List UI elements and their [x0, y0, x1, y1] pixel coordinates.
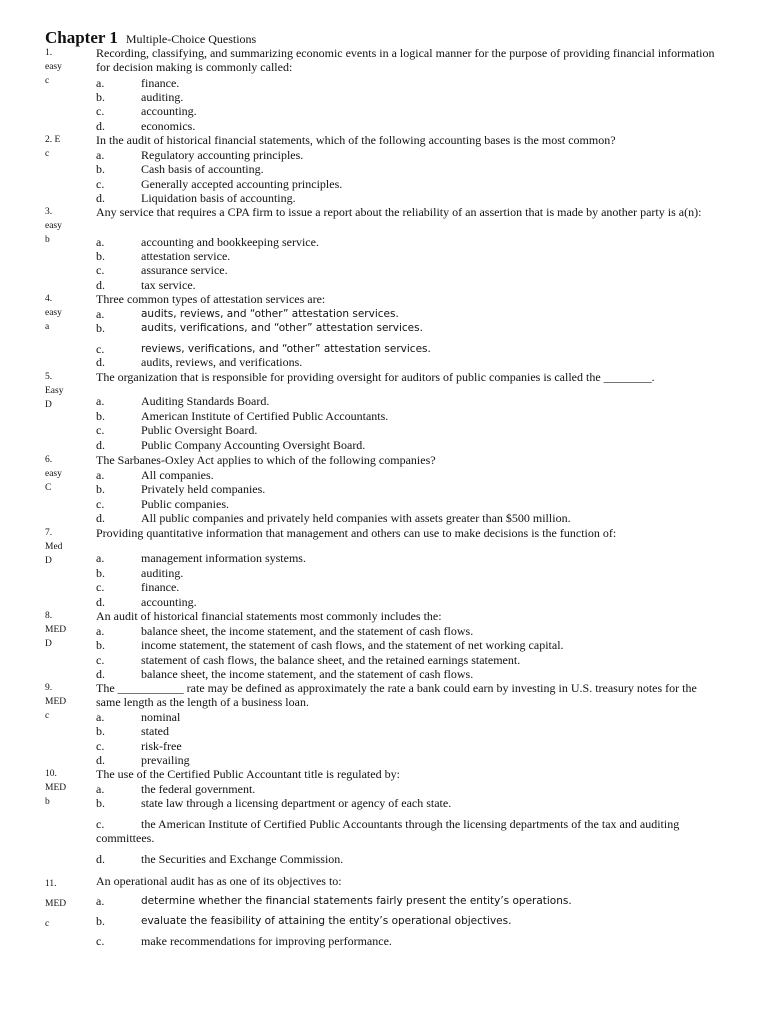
answer-option	[96, 278, 736, 292]
question-stem: Providing quantitative information that management and others can use to make decisions is the function of:	[96, 526, 617, 540]
option-text: evaluate the feasibility of attaining the entity’s operational objectives.	[141, 915, 512, 927]
option-letter: c.	[96, 934, 105, 948]
question-meta	[45, 874, 93, 934]
option-text: finance.	[141, 76, 180, 90]
option-text: risk-free	[141, 739, 182, 753]
option-text: management information systems.	[141, 551, 306, 565]
option-letter: c.	[96, 497, 105, 511]
answer-option	[96, 423, 736, 437]
option-letter: d.	[96, 595, 105, 609]
question-stem: Three common types of attestation services are:	[96, 292, 326, 306]
option-text: Generally accepted accounting principles.	[141, 177, 343, 191]
answer-key: c	[45, 919, 50, 929]
answer-option	[96, 438, 736, 452]
question-number: 4.	[45, 294, 53, 304]
option-text: Cash basis of accounting.	[141, 162, 264, 176]
question-meta	[45, 526, 93, 568]
question-number: 7.	[45, 528, 53, 538]
option-letter: a.	[96, 624, 105, 638]
question-stem: The use of the Certified Public Accountant title is regulated by:	[96, 767, 400, 781]
answer-key: D	[45, 556, 52, 566]
option-text: Regulatory accounting principles.	[141, 148, 304, 162]
question-stem: Recording, classifying, and summarizing economic events in a logical manner for the purpose of providing financial information for decision making is commonly called:	[96, 46, 715, 75]
difficulty-level: easy	[45, 62, 62, 72]
option-text: prevailing	[141, 753, 190, 767]
option-letter: d.	[96, 191, 105, 205]
option-letter: d.	[96, 119, 105, 133]
option-text: accounting.	[141, 104, 197, 118]
question-meta	[45, 133, 93, 161]
option-text: audits, reviews, and verifications.	[141, 355, 303, 369]
option-letter: a.	[96, 551, 105, 565]
answer-option	[96, 551, 736, 565]
question-number: 11.	[45, 879, 57, 889]
answer-option	[96, 497, 736, 511]
difficulty-level: easy	[45, 308, 62, 318]
option-letter: c.	[96, 342, 105, 356]
option-letter: b.	[96, 162, 105, 176]
answer-option	[96, 710, 736, 724]
option-letter: b.	[96, 321, 105, 335]
option-letter: c.	[96, 580, 105, 594]
answer-option	[96, 162, 736, 176]
answer-key: c	[45, 149, 50, 159]
answer-option	[96, 724, 736, 738]
answer-option	[96, 653, 736, 667]
option-text: Public Company Accounting Oversight Board.	[141, 438, 366, 452]
option-text: income statement, the statement of cash flows, and the statement of net working capital.	[141, 638, 564, 652]
answer-option	[96, 817, 736, 846]
question-meta	[45, 453, 93, 495]
answer-key: C	[45, 483, 52, 493]
option-letter: a.	[96, 782, 105, 796]
chapter-subtitle: Multiple-Choice Questions	[125, 32, 257, 46]
answer-option	[96, 739, 736, 753]
option-text: accounting.	[141, 595, 197, 609]
answer-option	[96, 511, 736, 525]
option-text: attestation service.	[141, 249, 231, 263]
question-stem: In the audit of historical financial statements, which of the following accounting bases is the most common?	[96, 133, 616, 147]
question-number: 10.	[45, 769, 57, 779]
answer-option	[96, 753, 736, 767]
answer-option	[96, 321, 736, 335]
option-text: the Securities and Exchange Commission.	[141, 852, 344, 866]
answer-key: c	[45, 76, 50, 86]
option-letter: b.	[96, 724, 105, 738]
option-text: reviews, verifications, and “other” attestation services.	[141, 343, 431, 355]
question-number: 2. E	[45, 135, 61, 145]
answer-option	[96, 394, 736, 408]
option-letter: b.	[96, 409, 105, 423]
answer-option	[96, 119, 736, 133]
answer-option	[96, 307, 736, 321]
difficulty-level: MED	[45, 899, 67, 909]
answer-option	[96, 914, 736, 928]
option-text: stated	[141, 724, 169, 738]
question-number: 1.	[45, 48, 53, 58]
option-text: auditing.	[141, 566, 184, 580]
question-stem: The Sarbanes-Oxley Act applies to which of the following companies?	[96, 453, 436, 467]
option-letter: a.	[96, 394, 105, 408]
difficulty-level: MED	[45, 697, 67, 707]
option-text: the federal government.	[141, 782, 256, 796]
question-stem: An audit of historical financial statements most commonly includes the:	[96, 609, 442, 623]
option-letter: a.	[96, 894, 105, 908]
question-meta	[45, 292, 93, 334]
option-letter: c.	[96, 423, 105, 437]
option-text: auditing.	[141, 90, 184, 104]
answer-option	[96, 249, 736, 263]
answer-key: b	[45, 235, 50, 245]
option-letter: b.	[96, 638, 105, 652]
option-text: balance sheet, the income statement, and the statement of cash flows.	[141, 624, 474, 638]
question-stem: The organization that is responsible for providing oversight for auditors of public companies is called the ________.	[96, 370, 655, 384]
option-letter: a.	[96, 468, 105, 482]
option-text: Privately held companies.	[141, 482, 266, 496]
option-letter: d.	[96, 852, 105, 866]
option-letter: a.	[96, 148, 105, 162]
option-text: Liquidation basis of accounting.	[141, 191, 296, 205]
option-letter: b.	[96, 90, 105, 104]
option-letter: a.	[96, 235, 105, 249]
answer-option	[96, 782, 736, 796]
option-text: finance.	[141, 580, 180, 594]
answer-option	[96, 566, 736, 580]
option-text: make recommendations for improving performance.	[141, 934, 392, 948]
option-text: audits, verifications, and “other” attestation services.	[141, 322, 423, 334]
option-letter: b.	[96, 249, 105, 263]
answer-option	[96, 409, 736, 423]
answer-key: b	[45, 797, 50, 807]
question-meta	[45, 370, 93, 412]
question-number: 8.	[45, 611, 53, 621]
option-letter: c.	[96, 263, 105, 277]
option-text: Public Oversight Board.	[141, 423, 258, 437]
answer-option	[96, 482, 736, 496]
page-title	[45, 28, 256, 48]
option-letter: a.	[96, 307, 105, 321]
option-text: balance sheet, the income statement, and the statement of cash flows.	[141, 667, 474, 681]
option-letter: d.	[96, 667, 105, 681]
option-text: tax service.	[141, 278, 196, 292]
difficulty-level: MED	[45, 625, 67, 635]
difficulty-level: MED	[45, 783, 67, 793]
question-number: 5.	[45, 372, 53, 382]
answer-option	[96, 177, 736, 191]
option-text: assurance service.	[141, 263, 228, 277]
option-letter: d.	[96, 511, 105, 525]
answer-option	[96, 796, 736, 810]
option-text: All companies.	[141, 468, 214, 482]
answer-option	[96, 667, 736, 681]
answer-option	[96, 468, 736, 482]
option-letter: d.	[96, 753, 105, 767]
option-letter: a.	[96, 76, 105, 90]
option-letter: b.	[96, 914, 105, 928]
question-meta	[45, 205, 93, 247]
answer-option	[96, 595, 736, 609]
answer-option	[96, 104, 736, 118]
option-letter: d.	[96, 355, 105, 369]
option-text: Auditing Standards Board.	[141, 394, 270, 408]
option-letter: c.	[96, 653, 105, 667]
option-letter: d.	[96, 438, 105, 452]
option-text: accounting and bookkeeping service.	[141, 235, 319, 249]
question-number: 3.	[45, 207, 53, 217]
chapter-heading: Chapter 1	[45, 28, 118, 47]
question-stem: The ___________ rate may be defined as approximately the rate a bank could earn by investing in U.S. treasury notes for the same length as the length of a business loan.	[96, 681, 697, 710]
option-text: nominal	[141, 710, 181, 724]
option-letter: c.	[96, 739, 105, 753]
answer-key: a	[45, 322, 50, 332]
option-text: the American Institute of Certified Public Accountants through the licensing departments of the tax and auditing committees.	[96, 817, 680, 846]
answer-option	[96, 638, 736, 652]
option-text: American Institute of Certified Public Accountants.	[141, 409, 389, 423]
answer-option	[96, 76, 736, 90]
question-number: 9.	[45, 683, 53, 693]
answer-option	[96, 934, 736, 948]
question-stem: Any service that requires a CPA firm to issue a report about the reliability of an assertion that is made by another party is a(n):	[96, 205, 702, 219]
question-meta	[45, 46, 93, 88]
option-letter: d.	[96, 278, 105, 292]
option-letter: a.	[96, 710, 105, 724]
answer-key: c	[45, 711, 50, 721]
option-letter: c.	[96, 104, 105, 118]
option-letter: c.	[96, 177, 105, 191]
question-meta	[45, 609, 93, 651]
question-meta	[45, 681, 93, 723]
answer-option	[96, 90, 736, 104]
answer-key: D	[45, 400, 52, 410]
option-text: determine whether the financial statements fairly present the entity’s operations.	[141, 895, 572, 907]
option-text: audits, reviews, and “other” attestation services.	[141, 308, 399, 320]
answer-option	[96, 235, 736, 249]
option-text: All public companies and privately held companies with assets greater than $500 million.	[141, 511, 571, 525]
answer-option	[96, 580, 736, 594]
answer-key: D	[45, 639, 52, 649]
answer-option	[96, 191, 736, 205]
answer-option	[96, 894, 736, 908]
difficulty-level: easy	[45, 469, 62, 479]
option-text: economics.	[141, 119, 196, 133]
difficulty-level: easy	[45, 221, 62, 231]
option-letter: b.	[96, 566, 105, 580]
difficulty-level: Easy	[45, 386, 64, 396]
answer-option	[96, 148, 736, 162]
answer-option	[96, 852, 736, 866]
question-meta	[45, 767, 93, 809]
answer-option	[96, 263, 736, 277]
option-text: statement of cash flows, the balance sheet, and the retained earnings statement.	[141, 653, 521, 667]
answer-option	[96, 355, 736, 369]
difficulty-level: Med	[45, 542, 63, 552]
question-number: 6.	[45, 455, 53, 465]
answer-option	[96, 624, 736, 638]
option-letter: b.	[96, 796, 105, 810]
option-letter: c.	[96, 817, 105, 831]
option-text: state law through a licensing department or agency of each state.	[141, 796, 452, 810]
question-stem: An operational audit has as one of its objectives to:	[96, 874, 342, 888]
option-text: Public companies.	[141, 497, 229, 511]
option-letter: b.	[96, 482, 105, 496]
